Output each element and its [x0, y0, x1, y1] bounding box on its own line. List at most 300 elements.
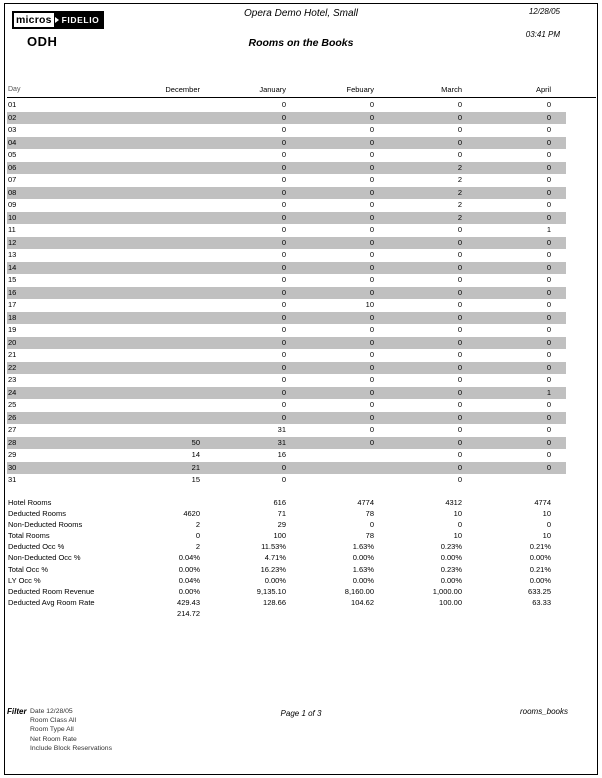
value-cell: 0	[546, 262, 551, 272]
day-cell: 20	[8, 337, 17, 347]
day-cell: 08	[8, 187, 17, 197]
value-cell: 0	[546, 162, 551, 172]
value-cell	[60, 187, 200, 200]
month-header-april: April	[535, 85, 551, 94]
value-cell: 0	[457, 312, 462, 322]
value-cell	[462, 474, 551, 487]
day-cell: 22	[8, 362, 17, 372]
value-cell: 0	[281, 137, 286, 147]
value-cell: 0	[281, 400, 286, 409]
hotel-name: Opera Demo Hotel, Small	[244, 8, 358, 19]
value-cell: 0	[369, 325, 374, 334]
summary-value-cell: 78	[365, 531, 374, 541]
value-cell: 0	[546, 287, 551, 297]
row-filler	[551, 362, 566, 375]
value-cell: 1	[546, 387, 551, 397]
value-cell: 0	[546, 325, 551, 334]
summary-value-cell: 0.00%	[178, 564, 200, 574]
row-filler	[551, 324, 566, 337]
summary-label: Deducted Rooms	[8, 509, 66, 519]
day-cell: 01	[8, 100, 17, 109]
value-cell: 0	[281, 150, 286, 159]
summary-section	[7, 497, 551, 618]
value-cell: 0	[457, 475, 462, 484]
value-cell	[60, 262, 200, 275]
row-filler	[551, 312, 566, 325]
value-cell: 0	[546, 412, 551, 422]
value-cell: 0	[281, 100, 286, 109]
table-row	[7, 174, 566, 187]
summary-value-cell: 1,000.00	[432, 586, 462, 596]
value-cell: 0	[546, 212, 551, 222]
value-cell: 21	[191, 462, 200, 472]
page-indicator: Page 1 of 3	[280, 709, 322, 718]
value-cell	[60, 124, 200, 137]
value-cell: 0	[369, 150, 374, 159]
summary-value-cell: 0.23%	[440, 564, 462, 574]
table-row	[7, 99, 566, 112]
table-row	[7, 162, 566, 175]
summary-value-cell: 0.21%	[529, 564, 551, 574]
value-cell: 0	[546, 425, 551, 434]
value-cell: 0	[546, 200, 551, 209]
summary-value-cell: 78	[365, 509, 374, 519]
filter-line: Include Block Reservations	[30, 744, 112, 752]
table-body	[7, 99, 566, 487]
summary-value-cell: 4312	[445, 498, 462, 507]
value-cell: 0	[281, 187, 286, 197]
summary-value-cell: 0.04%	[178, 575, 200, 585]
value-cell: 2	[457, 187, 462, 197]
table-row	[7, 287, 566, 300]
day-cell: 16	[8, 287, 17, 297]
value-cell: 0	[369, 162, 374, 172]
day-cell: 02	[8, 112, 17, 122]
table-row	[7, 412, 566, 425]
summary-value-cell: 1.63%	[352, 542, 374, 552]
table-row	[7, 462, 566, 475]
value-cell	[60, 237, 200, 250]
value-cell: 0	[457, 337, 462, 347]
value-cell: 0	[457, 137, 462, 147]
value-cell	[60, 374, 200, 387]
filter-line: Net Room Rate	[30, 735, 77, 743]
value-cell	[60, 224, 200, 237]
day-cell: 25	[8, 400, 17, 409]
value-cell: 0	[369, 250, 374, 259]
value-cell: 0	[457, 375, 462, 384]
fidelio-logo-text: FIDELIO	[60, 13, 103, 27]
table-row	[7, 237, 566, 250]
row-filler	[551, 262, 566, 275]
value-cell: 0	[281, 175, 286, 184]
value-cell: 0	[457, 300, 462, 309]
summary-row	[7, 597, 551, 618]
value-cell	[60, 362, 200, 375]
row-filler	[551, 162, 566, 175]
summary-value-cell: 29	[277, 520, 286, 530]
value-cell: 0	[369, 112, 374, 122]
value-cell	[60, 399, 200, 412]
summary-value-cell: 9,135.10	[256, 586, 286, 596]
filter-label: Filter	[7, 707, 27, 716]
value-cell: 0	[281, 325, 286, 334]
value-cell: 0	[369, 100, 374, 109]
table-row	[7, 349, 566, 362]
summary-value-cell: 0.23%	[440, 542, 462, 552]
value-cell: 0	[281, 462, 286, 472]
summary-value-cell: 0.00%	[440, 575, 462, 585]
summary-value-cell: 0	[369, 520, 374, 530]
summary-value-cell: 128.66	[263, 597, 286, 607]
table-row	[7, 149, 566, 162]
table-row	[7, 249, 566, 262]
value-cell: 1	[546, 225, 551, 234]
value-cell	[60, 149, 200, 162]
value-cell: 16	[277, 450, 286, 459]
value-cell: 0	[457, 100, 462, 109]
row-filler	[551, 437, 566, 450]
table-row	[7, 474, 566, 487]
table-row	[7, 387, 566, 400]
value-cell: 0	[546, 175, 551, 184]
table-header-row	[7, 84, 596, 98]
day-cell: 05	[8, 150, 17, 159]
value-cell: 0	[457, 112, 462, 122]
day-cell: 03	[8, 125, 17, 134]
value-cell	[60, 174, 200, 187]
summary-value-cell: 0.00%	[352, 575, 374, 585]
value-cell: 0	[457, 412, 462, 422]
table-row	[7, 199, 566, 212]
value-cell: 50	[191, 437, 200, 447]
value-cell	[60, 162, 200, 175]
value-cell: 0	[546, 250, 551, 259]
value-cell: 0	[457, 125, 462, 134]
value-cell: 10	[365, 300, 374, 309]
summary-label: Deducted Room Revenue	[8, 586, 95, 596]
summary-value-cell: 0.00%	[529, 575, 551, 585]
value-cell: 0	[281, 387, 286, 397]
row-filler	[551, 199, 566, 212]
value-cell: 0	[546, 362, 551, 372]
day-cell: 31	[8, 475, 17, 484]
value-cell: 0	[457, 425, 462, 434]
day-cell: 26	[8, 412, 17, 422]
value-cell: 14	[191, 450, 200, 459]
value-cell: 2	[457, 212, 462, 222]
value-cell: 0	[546, 150, 551, 159]
day-cell: 14	[8, 262, 17, 272]
summary-value-cell: 0.00%	[352, 553, 374, 563]
value-cell: 0	[369, 437, 374, 447]
summary-label: Total Rooms	[8, 531, 50, 541]
table-row	[7, 437, 566, 450]
value-cell	[286, 462, 374, 475]
row-filler	[551, 112, 566, 125]
report-title: Rooms on the Books	[248, 37, 354, 49]
value-cell: 15	[191, 475, 200, 484]
value-cell: 0	[369, 412, 374, 422]
value-cell: 0	[457, 237, 462, 247]
day-cell: 10	[8, 212, 17, 222]
value-cell	[60, 312, 200, 325]
header-filler	[551, 84, 566, 97]
summary-value-cell: 0.00%	[178, 586, 200, 596]
table-row	[7, 374, 566, 387]
month-header-january: January	[259, 85, 286, 94]
month-header-december: December	[165, 85, 200, 94]
summary-value-cell: 11.53%	[261, 542, 286, 552]
table-row	[7, 212, 566, 225]
row-filler	[551, 249, 566, 262]
filter-line: Room Type All	[30, 726, 74, 734]
summary-value-cell: 2	[195, 542, 200, 552]
summary-label: Non-Deducted Rooms	[8, 520, 83, 530]
value-cell: 0	[281, 212, 286, 222]
row-filler	[551, 99, 566, 112]
value-cell: 0	[546, 187, 551, 197]
table-row	[7, 112, 566, 125]
table-row	[7, 262, 566, 275]
value-cell: 0	[281, 300, 286, 309]
summary-label: Deducted Occ %	[8, 542, 65, 552]
summary-value-cell: 2	[195, 520, 200, 530]
value-cell: 0	[457, 287, 462, 297]
value-cell	[60, 349, 200, 362]
value-cell: 0	[457, 325, 462, 334]
value-cell: 0	[281, 275, 286, 284]
summary-value-cell: 16.23%	[260, 564, 286, 574]
value-cell: 31	[277, 425, 286, 434]
table-row	[7, 337, 566, 350]
value-cell: 0	[281, 262, 286, 272]
summary-value-cell: 633.25	[528, 586, 551, 596]
report-id: rooms_books	[519, 707, 568, 716]
value-cell: 0	[369, 362, 374, 372]
value-cell: 0	[546, 275, 551, 284]
table-row	[7, 274, 566, 287]
summary-value-cell: 100.00	[439, 597, 462, 607]
value-cell: 0	[281, 125, 286, 134]
value-cell: 0	[281, 287, 286, 297]
row-filler	[551, 274, 566, 287]
day-cell: 23	[8, 375, 17, 384]
value-cell: 0	[369, 287, 374, 297]
row-filler	[551, 224, 566, 237]
property-code: ODH	[27, 34, 58, 49]
day-cell: 09	[8, 200, 17, 209]
value-cell	[286, 449, 374, 462]
row-filler	[551, 399, 566, 412]
day-cell: 13	[8, 250, 17, 259]
day-cell: 12	[8, 237, 17, 247]
value-cell: 2	[457, 162, 462, 172]
value-cell	[286, 474, 374, 487]
value-cell: 0	[457, 225, 462, 234]
day-cell: 27	[8, 425, 17, 434]
value-cell	[60, 199, 200, 212]
row-filler	[551, 187, 566, 200]
value-cell: 0	[546, 237, 551, 247]
value-cell: 0	[369, 175, 374, 184]
value-cell	[60, 387, 200, 400]
value-cell: 0	[369, 200, 374, 209]
value-cell: 0	[281, 112, 286, 122]
value-cell: 0	[546, 137, 551, 147]
table-row	[7, 224, 566, 237]
summary-value-cell: 1.63%	[352, 564, 374, 574]
summary-value-cell: 4.71%	[264, 553, 286, 563]
report-date: 12/28/05	[528, 7, 560, 16]
row-filler	[551, 474, 566, 487]
value-cell: 0	[369, 387, 374, 397]
summary-label: Deducted Avg Room Rate	[8, 597, 95, 607]
value-cell: 0	[281, 250, 286, 259]
value-cell: 2	[457, 200, 462, 209]
day-cell: 06	[8, 162, 17, 172]
month-header-febuary: Febuary	[346, 85, 374, 94]
value-cell: 0	[546, 312, 551, 322]
value-cell: 0	[369, 212, 374, 222]
value-cell: 0	[369, 312, 374, 322]
summary-value-cell: 0.00%	[529, 553, 551, 563]
summary-value-cell: 104.62	[351, 597, 374, 607]
row-filler	[551, 462, 566, 475]
value-cell: 0	[369, 262, 374, 272]
row-filler	[551, 424, 566, 437]
day-cell: 18	[8, 312, 17, 322]
summary-value-cell: 0	[195, 531, 200, 541]
day-cell: 19	[8, 325, 17, 334]
value-cell: 0	[281, 350, 286, 359]
value-cell: 0	[457, 462, 462, 472]
value-cell: 0	[546, 400, 551, 409]
day-cell: 21	[8, 350, 17, 359]
row-filler	[551, 349, 566, 362]
row-filler	[551, 449, 566, 462]
value-cell: 0	[546, 437, 551, 447]
summary-label: Total Occ %	[8, 564, 49, 574]
summary-value-cell: 0.00%	[264, 575, 286, 585]
day-cell: 11	[8, 225, 16, 234]
month-header-march: March	[441, 85, 462, 94]
table-row	[7, 362, 566, 375]
value-cell: 31	[277, 437, 286, 447]
value-cell: 0	[546, 462, 551, 472]
table-row	[7, 312, 566, 325]
summary-value-cell: 10	[453, 509, 462, 519]
day-cell: 30	[8, 462, 17, 472]
day-cell: 04	[8, 137, 17, 147]
value-cell: 0	[281, 162, 286, 172]
summary-value-cell: 8,160.00	[344, 586, 374, 596]
value-cell: 0	[457, 400, 462, 409]
day-cell: 17	[8, 300, 17, 309]
value-cell: 0	[281, 475, 286, 484]
value-cell: 0	[457, 275, 462, 284]
value-cell: 0	[457, 250, 462, 259]
value-cell: 0	[457, 350, 462, 359]
row-filler	[551, 174, 566, 187]
value-cell: 0	[369, 375, 374, 384]
value-cell	[60, 249, 200, 262]
value-cell: 0	[281, 362, 286, 372]
summary-value-cell: 10	[542, 531, 551, 541]
value-cell	[60, 99, 200, 112]
summary-value-cell: 71	[277, 509, 286, 519]
value-cell: 0	[369, 137, 374, 147]
value-cell: 0	[457, 387, 462, 397]
value-cell: 0	[546, 337, 551, 347]
summary-value-cell: 616	[273, 498, 286, 507]
filter-line: Room Class All	[30, 717, 77, 725]
value-cell: 2	[457, 175, 462, 184]
value-cell: 0	[457, 262, 462, 272]
value-cell: 0	[546, 350, 551, 359]
value-cell: 0	[369, 337, 374, 347]
row-filler	[551, 137, 566, 150]
table-row	[7, 187, 566, 200]
value-cell: 0	[369, 125, 374, 134]
summary-value-cell: 0	[546, 520, 551, 530]
summary-value-cell: 0.04%	[178, 553, 200, 563]
value-cell: 0	[369, 400, 374, 409]
value-cell: 0	[546, 100, 551, 109]
value-cell: 0	[546, 450, 551, 459]
table-row	[7, 124, 566, 137]
value-cell	[60, 337, 200, 350]
row-filler	[551, 149, 566, 162]
day-column-header: Day	[8, 86, 21, 93]
summary-label: LY Occ %	[8, 575, 41, 585]
day-cell: 07	[8, 175, 17, 184]
day-cell: 15	[8, 275, 17, 284]
summary-value-cell: 10	[453, 531, 462, 541]
value-cell: 0	[281, 337, 286, 347]
value-cell	[60, 137, 200, 150]
summary-label: Non-Deducted Occ %	[8, 553, 81, 563]
summary-value-cell: 0	[457, 520, 462, 530]
summary-value-cell: 4620	[183, 509, 200, 519]
table-row	[7, 299, 566, 312]
row-filler	[551, 387, 566, 400]
value-cell	[60, 299, 200, 312]
value-cell: 0	[457, 362, 462, 372]
table-row	[7, 424, 566, 437]
row-filler	[551, 412, 566, 425]
filter-line: Date 12/28/05	[30, 708, 73, 715]
table-row	[7, 137, 566, 150]
summary-label: Hotel Rooms	[8, 498, 52, 507]
value-cell	[60, 412, 200, 425]
row-filler	[551, 212, 566, 225]
summary-value-cell: 0.21%	[529, 542, 551, 552]
value-cell: 0	[369, 187, 374, 197]
value-cell	[60, 212, 200, 225]
micros-logo-text: micros	[16, 14, 52, 26]
value-cell: 0	[369, 350, 374, 359]
report-time: 03:41 PM	[525, 30, 560, 39]
value-cell	[60, 287, 200, 300]
row-filler	[551, 237, 566, 250]
summary-value-cell: 4774	[534, 498, 551, 507]
row-filler	[551, 287, 566, 300]
summary-value-cell: 429.43	[177, 597, 200, 607]
value-cell: 0	[281, 200, 286, 209]
summary-value-cell: 10	[542, 509, 551, 519]
value-cell: 0	[281, 312, 286, 322]
